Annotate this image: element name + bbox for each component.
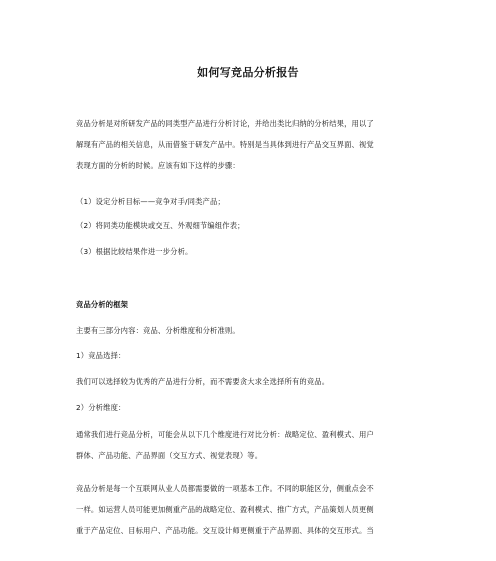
intro-line: 解现有产品的相关信息，从而借鉴于研发产品中。特别是当具体到进行产品交互界面、视觉 xyxy=(76,140,374,149)
intro-line: 表现方面的分析的时候。应该有如下这样的步骤： xyxy=(76,161,240,170)
section-heading: 竞品分析的框架 xyxy=(76,300,129,309)
closing-line: 竞品分析是每一个互联网从业人员都需要做的一项基本工作。不同的职能区分，侧重点会不 xyxy=(76,484,374,493)
document-title: 如何写竞品分析报告 xyxy=(197,66,299,79)
step-item: （3）根据比较结果作进一步分析。 xyxy=(76,247,193,256)
item1-text: 我们可以选择较为优秀的产品进行分析，而不需要贪大求全选择所有的竞品。 xyxy=(76,377,330,386)
item1-label: 1）竞品选择： xyxy=(76,351,126,360)
closing-line: 一样。如运营人员可能更加侧重产品的战略定位、盈利模式、推广方式，产品策划人员更侧 xyxy=(76,505,374,514)
intro-paragraph xyxy=(76,118,426,172)
framework-intro: 主要有三部分内容：竞品、分析维度和分析准则。 xyxy=(76,326,240,335)
item2-label: 2）分析维度： xyxy=(76,403,126,412)
intro-line: 竞品分析是对所研发产品的同类型产品进行分析讨论，并给出类比归纳的分析结果，用以了 xyxy=(76,119,374,128)
step-item: （2）将同类功能模块或交互、外观细节编组作表； xyxy=(76,221,245,230)
item2-line: 群体、产品功能、产品界面（交互方式、视觉表现）等。 xyxy=(76,451,263,460)
closing-line: 重于产品定位、目标用户、产品功能。交互设计师更侧重于产品界面、具体的交互形式。当 xyxy=(76,526,374,535)
item2-line: 通常我们进行竞品分析，可能会从以下几个维度进行对比分析：战略定位、盈利模式、用户 xyxy=(76,430,374,439)
closing-paragraph xyxy=(76,483,426,537)
item2-paragraph xyxy=(76,429,426,462)
step-item: （1）设定分析目标——竞争对手/同类产品； xyxy=(76,197,225,206)
